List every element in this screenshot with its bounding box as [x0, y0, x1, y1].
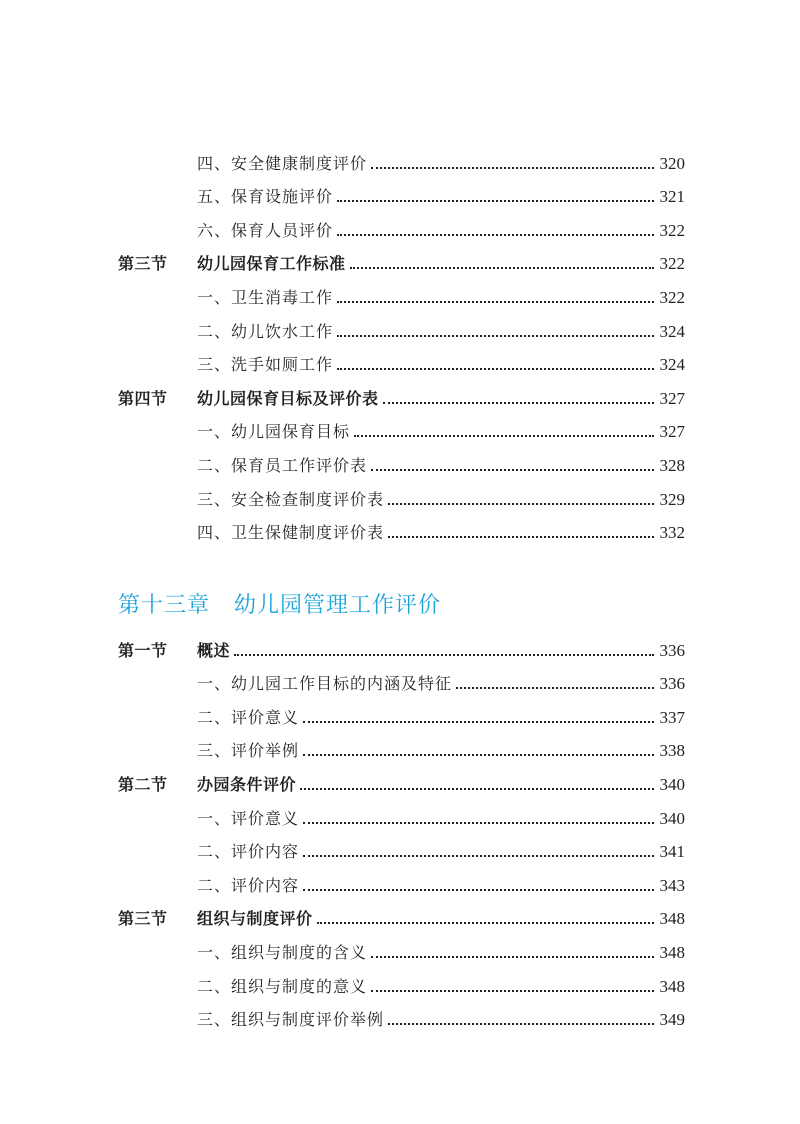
toc-item-row	[0, 800, 800, 834]
dot-leader	[300, 788, 653, 790]
page-number: 320	[659, 153, 685, 173]
dot-leader	[337, 368, 653, 370]
dot-leader	[388, 1023, 653, 1025]
toc-item-row	[0, 447, 800, 481]
page-number: 322	[659, 220, 685, 240]
chapter-number: 第十三章	[118, 593, 211, 618]
toc-item-row	[0, 1002, 800, 1036]
chapter-heading	[118, 588, 441, 619]
toc-entry[interactable]	[197, 487, 685, 510]
dot-leader	[303, 754, 653, 756]
item-title: 二、评价内容	[197, 875, 300, 895]
toc-section-row	[0, 632, 800, 666]
item-title: 二、保育员工作评价表	[197, 455, 368, 475]
toc-entry[interactable]	[197, 974, 685, 997]
toc-section-row	[0, 246, 800, 280]
section-number: 第三节	[118, 254, 168, 274]
toc-entry[interactable]	[197, 419, 685, 442]
page-number: 338	[659, 741, 685, 761]
item-title: 五、保育设施评价	[197, 187, 334, 207]
section-title: 幼儿园保育工作标准	[197, 254, 346, 274]
toc-item-row	[0, 179, 800, 213]
dot-leader	[317, 922, 654, 924]
toc-item-row	[0, 515, 800, 549]
toc-item-row	[0, 347, 800, 381]
item-title: 一、卫生消毒工作	[197, 287, 334, 307]
page-number: 321	[659, 187, 685, 207]
item-title: 二、幼儿饮水工作	[197, 321, 334, 341]
dot-leader	[383, 402, 654, 404]
toc-item-row	[0, 968, 800, 1002]
dot-leader	[303, 889, 653, 891]
dot-leader	[337, 335, 653, 337]
item-title: 四、安全健康制度评价	[197, 153, 368, 173]
toc-entry[interactable]	[197, 285, 685, 308]
toc-section-row	[0, 766, 800, 800]
toc-entry[interactable]	[197, 873, 685, 896]
toc-item-row	[0, 279, 800, 313]
section-number: 第一节	[118, 640, 168, 660]
page-number: 329	[659, 489, 685, 509]
dot-leader	[337, 234, 653, 236]
page-number: 324	[659, 321, 685, 341]
dot-leader	[350, 267, 654, 269]
item-title: 一、幼儿园保育目标	[197, 422, 351, 442]
page-number: 322	[659, 254, 685, 274]
toc-section-row	[0, 901, 800, 935]
page-number: 340	[659, 774, 685, 794]
toc-entry[interactable]	[197, 806, 685, 829]
page-number: 348	[659, 942, 685, 962]
toc-item-row	[0, 481, 800, 515]
toc-entry[interactable]	[197, 453, 685, 476]
page-number: 348	[659, 976, 685, 996]
toc-entry[interactable]	[197, 1007, 685, 1030]
item-title: 一、评价意义	[197, 808, 300, 828]
toc-item-row	[0, 867, 800, 901]
item-title: 三、评价举例	[197, 741, 300, 761]
section-title: 办园条件评价	[197, 774, 297, 794]
toc-item-row	[0, 666, 800, 700]
item-title: 二、评价内容	[197, 842, 300, 862]
toc-item-row	[0, 145, 800, 179]
toc-entry[interactable]	[197, 520, 685, 543]
toc-section-row	[0, 380, 800, 414]
item-title: 一、幼儿园工作目标的内涵及特征	[197, 674, 453, 694]
page-number: 341	[659, 842, 685, 862]
dot-leader	[337, 200, 653, 202]
section-number: 第四节	[118, 388, 168, 408]
toc-item-row	[0, 414, 800, 448]
toc-entry[interactable]	[197, 839, 685, 862]
dot-leader	[388, 536, 653, 538]
item-title: 三、安全检查制度评价表	[197, 489, 385, 509]
toc-entry[interactable]	[197, 638, 685, 661]
dot-leader	[456, 687, 653, 689]
toc-entry[interactable]	[197, 251, 685, 274]
page-number: 343	[659, 875, 685, 895]
dot-leader	[371, 990, 653, 992]
page-number: 327	[659, 422, 685, 442]
toc-item-row	[0, 934, 800, 968]
page-number: 340	[659, 808, 685, 828]
dot-leader	[303, 721, 653, 723]
toc-entry[interactable]	[197, 940, 685, 963]
page-number: 348	[659, 909, 685, 929]
dot-leader	[234, 654, 653, 656]
page-number: 332	[659, 523, 685, 543]
toc-entry[interactable]	[197, 184, 685, 207]
section-number: 第二节	[118, 774, 168, 794]
page-number: 336	[659, 640, 685, 660]
item-title: 一、组织与制度的含义	[197, 942, 368, 962]
toc-item-row	[0, 834, 800, 868]
toc-entry[interactable]	[197, 386, 685, 409]
toc-entry[interactable]	[197, 352, 685, 375]
dot-leader	[371, 956, 653, 958]
toc-entry[interactable]	[197, 671, 685, 694]
dot-leader	[354, 435, 653, 437]
item-title: 六、保育人员评价	[197, 220, 334, 240]
item-title: 三、组织与制度评价举例	[197, 1010, 385, 1030]
dot-leader	[303, 855, 653, 857]
toc-entry[interactable]	[197, 151, 685, 174]
page-number: 328	[659, 455, 685, 475]
page-number: 327	[659, 388, 685, 408]
toc-entry[interactable]	[197, 738, 685, 761]
page-number: 322	[659, 287, 685, 307]
toc-item-row	[0, 212, 800, 246]
toc-item-row	[0, 733, 800, 767]
page-number: 349	[659, 1010, 685, 1030]
section-title: 组织与制度评价	[197, 909, 313, 929]
dot-leader	[303, 822, 653, 824]
dot-leader	[337, 301, 653, 303]
item-title: 二、评价意义	[197, 707, 300, 727]
toc-entry[interactable]	[197, 705, 685, 728]
toc-entry[interactable]	[197, 772, 685, 795]
page-number: 324	[659, 355, 685, 375]
section-title: 幼儿园保育目标及评价表	[197, 388, 379, 408]
toc-entry[interactable]	[197, 218, 685, 241]
dot-leader	[371, 167, 653, 169]
item-title: 三、洗手如厕工作	[197, 355, 334, 375]
page-number: 336	[659, 674, 685, 694]
item-title: 二、组织与制度的意义	[197, 976, 368, 996]
chapter-title: 幼儿园管理工作评价	[234, 593, 442, 618]
toc-entry[interactable]	[197, 906, 685, 929]
section-title: 概述	[197, 640, 231, 660]
item-title: 四、卫生保健制度评价表	[197, 523, 385, 543]
section-number: 第三节	[118, 909, 168, 929]
dot-leader	[371, 469, 653, 471]
toc-item-row	[0, 313, 800, 347]
toc-item-row	[0, 699, 800, 733]
dot-leader	[388, 503, 653, 505]
page-number: 337	[659, 707, 685, 727]
toc-entry[interactable]	[197, 319, 685, 342]
